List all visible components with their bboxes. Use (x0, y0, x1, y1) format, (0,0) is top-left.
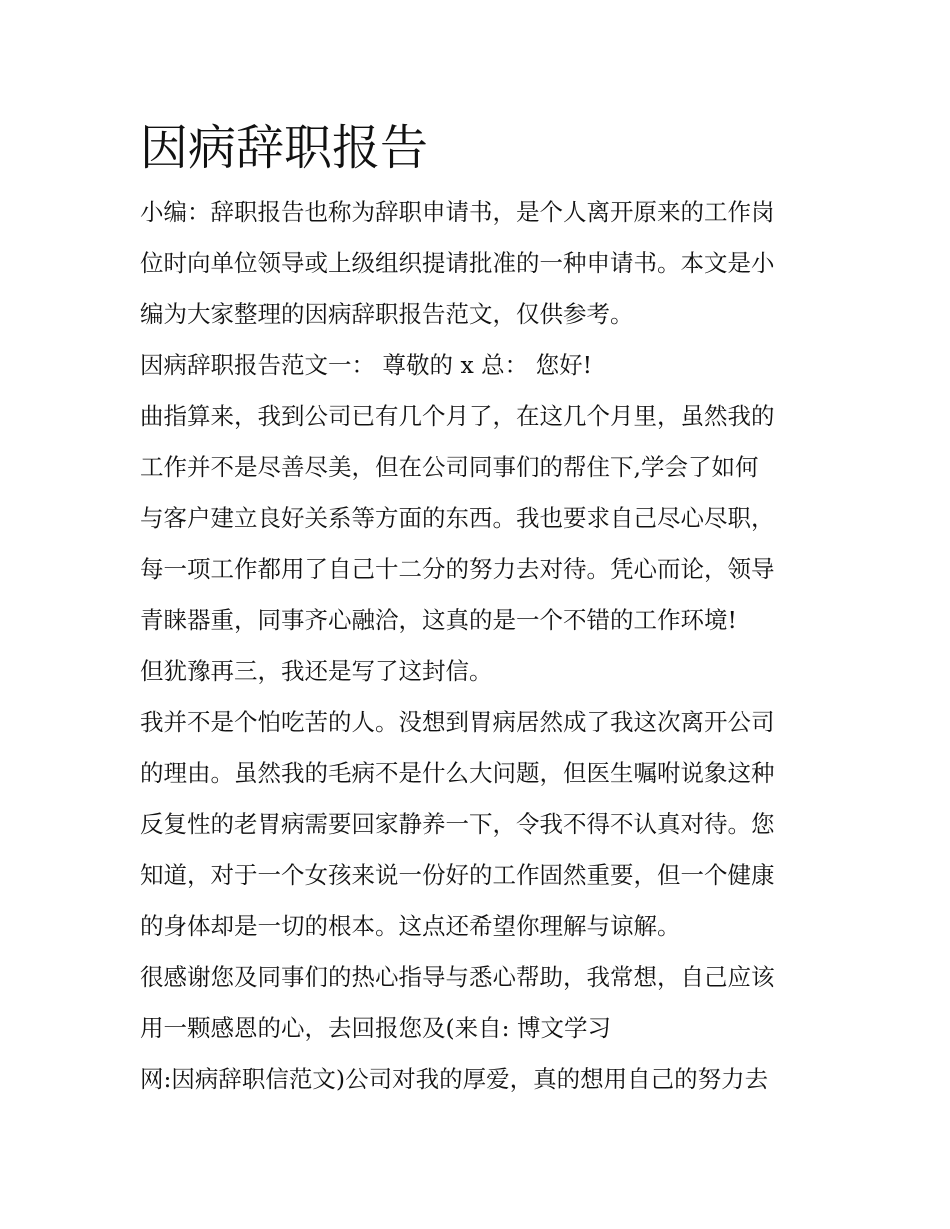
text-line: 位时向单位领导或上级组织提请批准的一种申请书。本文是小 (140, 249, 775, 277)
document-content (140, 112, 820, 1092)
text-line: 每一项工作都用了自己十二分的努力去对待。凭心而论，领导 (140, 555, 775, 583)
text-line: 用一颗感恩的心，去回报您及(来自: 博文学习 (140, 1014, 612, 1042)
text-line: 知道，对于一个女孩来说一份好的工作固然重要，但一个健康 (140, 861, 775, 889)
text-line: 青睐器重，同事齐心融洽，这真的是一个不错的工作环境! (140, 606, 737, 634)
text-line: 编为大家整理的因病辞职报告范文，仅供参考。 (140, 300, 634, 328)
text-line: 的理由。虽然我的毛病不是什么大问题，但医生嘱咐说象这种 (140, 759, 775, 787)
text-line: 与客户建立良好关系等方面的东西。我也要求自己尽心尽职， (140, 504, 775, 532)
document-title: 因病辞职报告 (140, 120, 429, 176)
text-line: 反复性的老胃病需要回家静养一下，令我不得不认真对待。您 (140, 810, 775, 838)
text-line: 因病辞职报告范文一： 尊敬的 x 总： 您好! (140, 351, 593, 379)
document-body (140, 200, 820, 1092)
text-line: 的身体却是一切的根本。这点还希望你理解与谅解。 (140, 912, 681, 940)
text-line: 我并不是个怕吃苦的人。没想到胃病居然成了我这次离开公司 (140, 708, 775, 736)
text-line: 但犹豫再三，我还是写了这封信。 (140, 657, 493, 685)
text-line: 小编：辞职报告也称为辞职申请书，是个人离开原来的工作岗 (140, 198, 775, 226)
text-line: 网:因病辞职信范文)公司对我的厚爱，真的想用自己的努力去 (140, 1065, 769, 1093)
text-line: 工作并不是尽善尽美，但在公司同事们的帮住下,学会了如何 (140, 453, 759, 481)
text-line: 曲指算来，我到公司已有几个月了，在这几个月里，虽然我的 (140, 402, 775, 430)
text-line: 很感谢您及同事们的热心指导与悉心帮助，我常想，自己应该 (140, 963, 775, 991)
